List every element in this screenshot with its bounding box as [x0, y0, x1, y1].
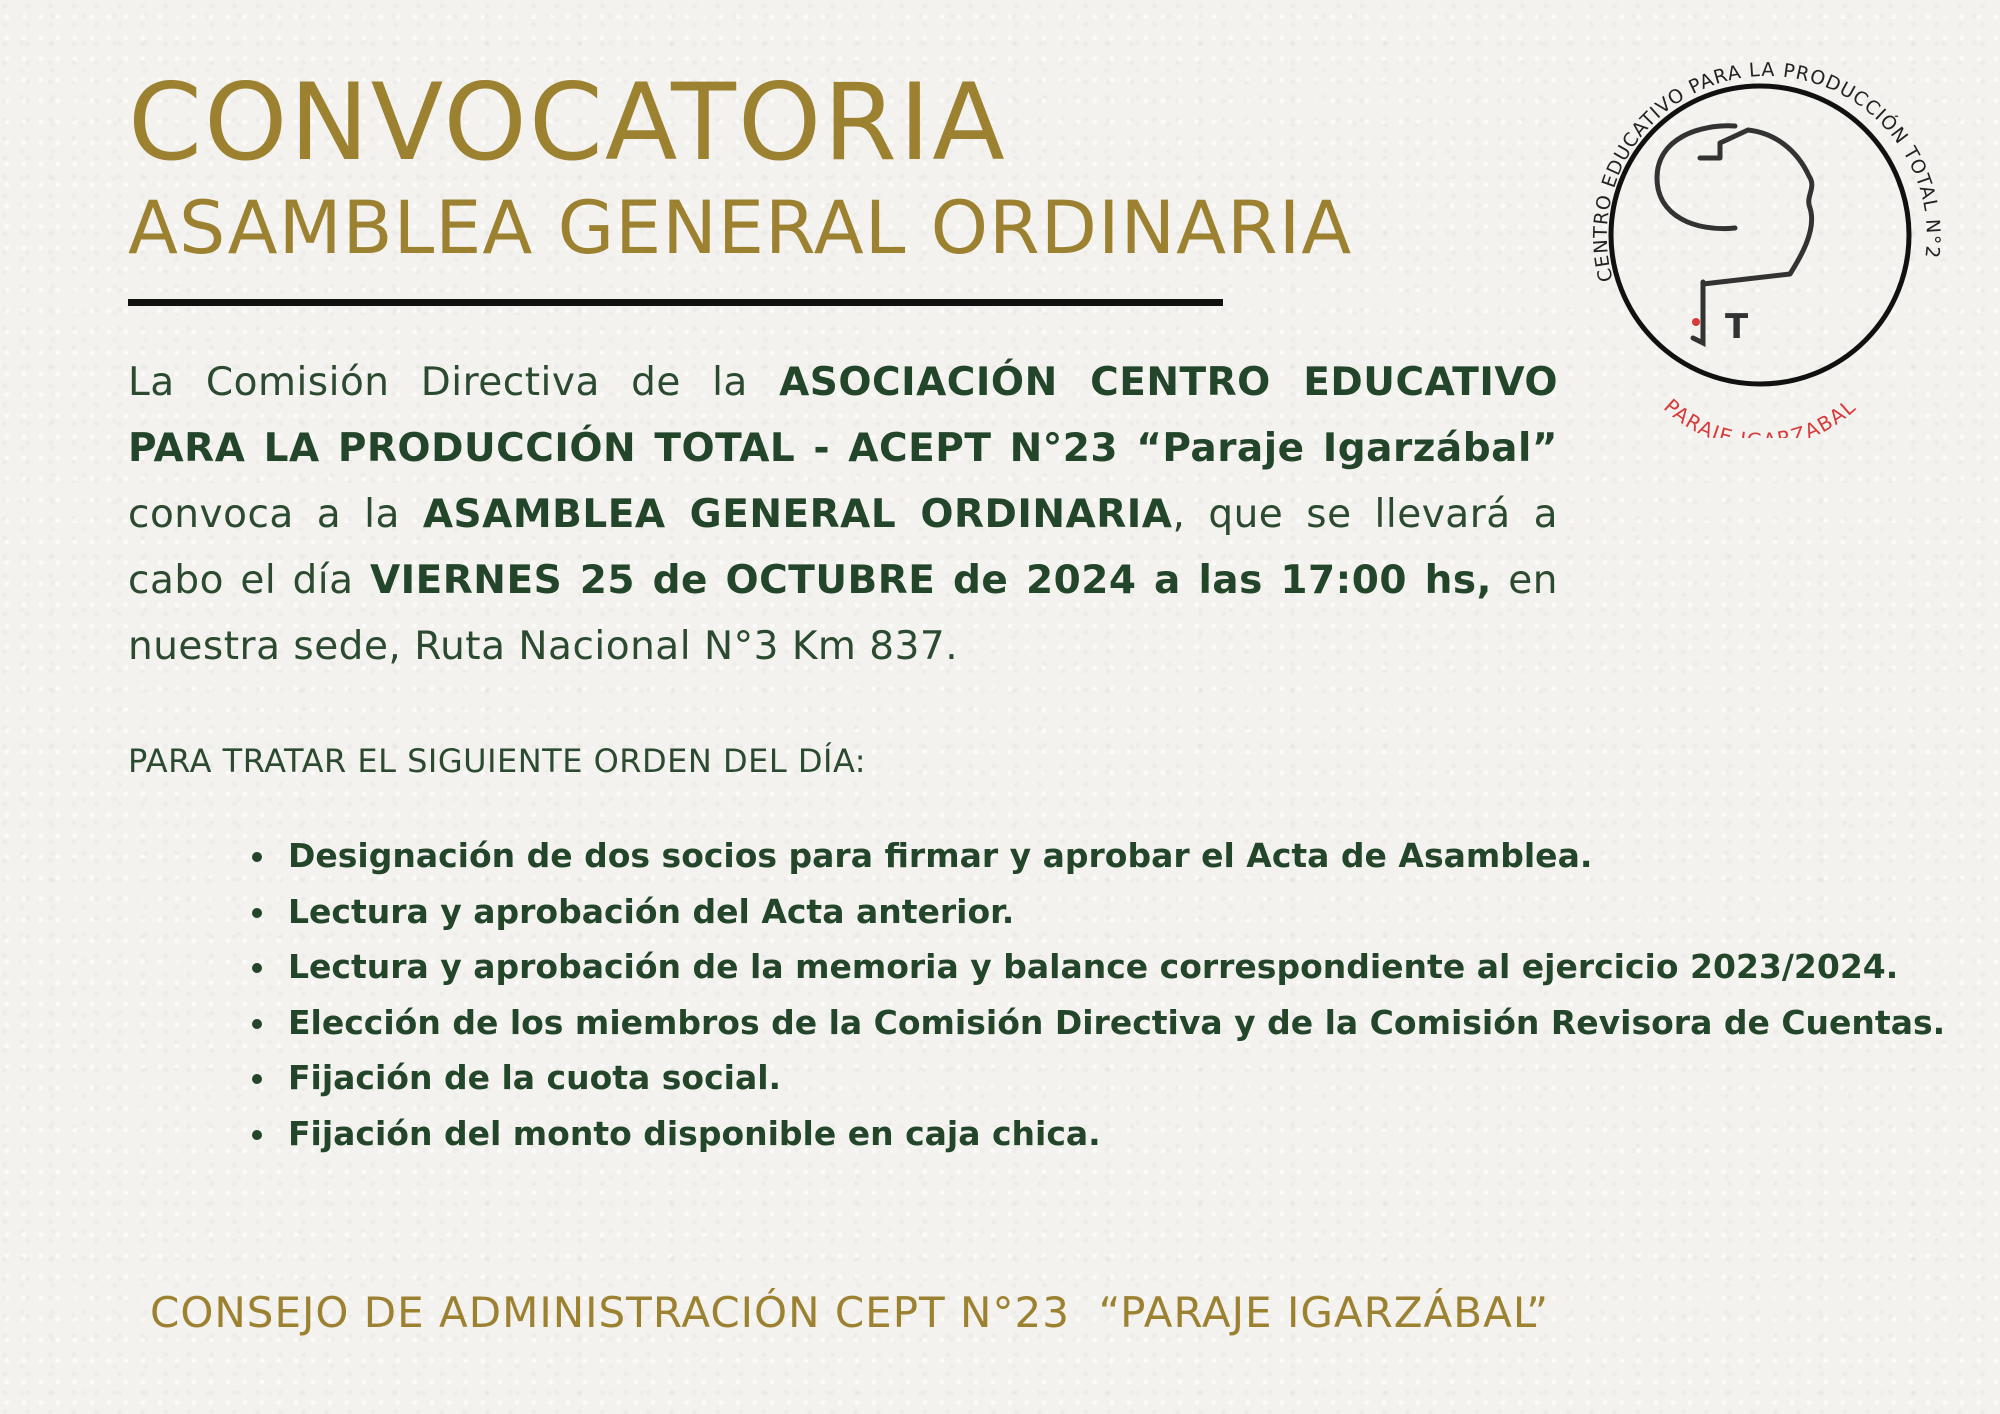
seal-silhouette-glyph	[1700, 130, 1812, 284]
cept-logo	[1535, 38, 1975, 438]
agenda-item	[252, 995, 1945, 1051]
bullet-icon	[252, 1130, 262, 1140]
agenda-item-text: Lectura y aprobación de la memoria y balance correspondiente al ejercicio 2023/2024.	[288, 947, 1899, 986]
intro-text-4: en nuestra sede, Ruta Nacional N°3 Km 837.	[128, 558, 1559, 669]
association-name: ASOCIACIÓN CENTRO EDUCATIVO PARA LA PRODUCCIÓN TOTAL - ACEPT N°23 “Paraje Igarzábal”	[128, 360, 1558, 471]
agenda-item-text: Lectura y aprobación del Acta anterior.	[288, 891, 1015, 931]
bullet-icon	[252, 1019, 262, 1029]
agenda-item	[252, 884, 1945, 940]
title-underline	[128, 299, 1223, 306]
agenda-item	[252, 1050, 1945, 1106]
intro-text-2: convoca a la	[128, 492, 423, 537]
seal-letter: T	[1725, 307, 1749, 347]
agenda-item-text: Elección de los miembros de la Comisión Directiva y de la Comisión Revisora de Cuentas.	[288, 1002, 1946, 1042]
agenda-item-text: Fijación de la cuota social.	[288, 1058, 782, 1097]
bullet-icon	[252, 963, 262, 973]
bullet-icon	[252, 852, 262, 862]
footer-signature: CONSEJO DE ADMINISTRACIÓN CEPT N°23 “PARAJE IGARZÁBAL”	[150, 1288, 1549, 1337]
intro-text-3: , que se llevará a cabo el día	[128, 492, 1558, 603]
bullet-icon	[252, 1074, 262, 1084]
bullet-icon	[252, 908, 262, 918]
seal-bottom-text: PARAJE RZABAL	[1659, 393, 1861, 438]
agenda-list	[252, 828, 1945, 1161]
page-subtitle: ASAMBLEA GENERAL ORDINARIA	[128, 186, 1353, 271]
intro-paragraph	[128, 350, 1558, 680]
agenda-heading: PARA TRATAR EL SIGUIENTE ORDEN DEL DÍA:	[128, 742, 867, 780]
seal-top-text: CENTRO EDUCATIVO PARA LA PRODUCCIÓN TOTAL N°2	[1589, 58, 1944, 285]
assembly-name: ASAMBLEA GENERAL ORDINARIA	[422, 492, 1173, 537]
agenda-item-text: Fijación del monto disponible en caja chica.	[288, 1113, 1101, 1153]
assembly-date: VIERNES 25 de OCTUBRE de 2024 a las 17:00 hs,	[369, 558, 1492, 603]
intro-text-1: La Comisión Directiva de la	[128, 360, 780, 405]
agenda-item	[252, 939, 1945, 995]
agenda-item-text: Designación de dos socios para firmar y aprobar el Acta de Asamblea.	[288, 836, 1593, 875]
agenda-item	[252, 828, 1945, 884]
seal-stem-glyph	[1693, 282, 1703, 343]
page-title: CONVOCATORIA	[128, 61, 1007, 184]
seal-red-dot	[1692, 318, 1700, 326]
agenda-item	[252, 1106, 1945, 1162]
cept-seal-icon	[1535, 38, 1975, 438]
